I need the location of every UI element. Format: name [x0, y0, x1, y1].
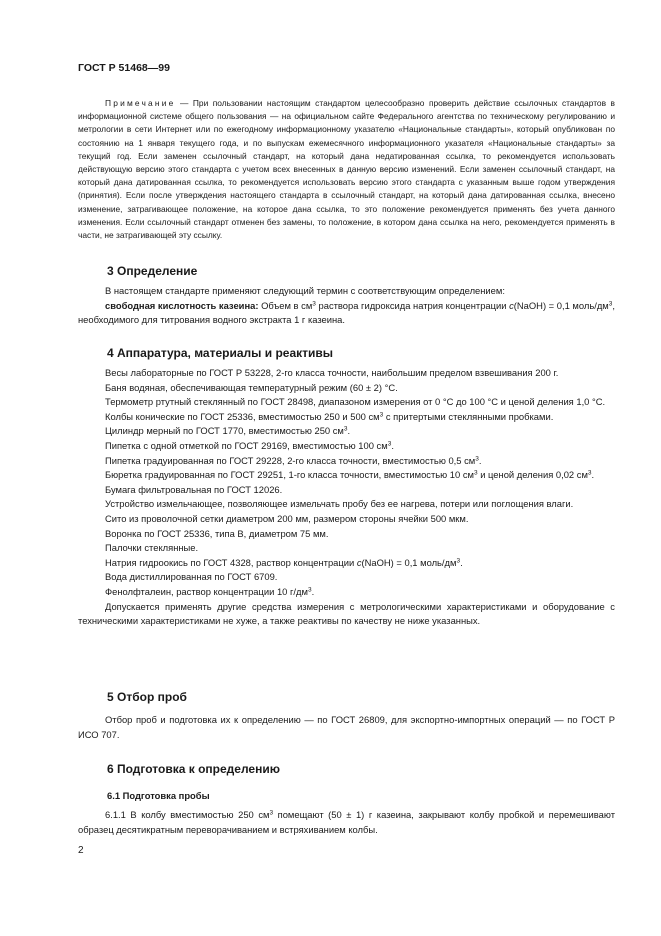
item-flasks: Колбы конические по ГОСТ 25336, вместимостью 250 и 500 $см^3$ с притертыми стеклянными пробками. — [105, 410, 554, 422]
section-3-heading: 3 Определение — [107, 264, 198, 278]
item-paper: Бумага фильтровальная по ГОСТ 12026. — [105, 483, 283, 495]
term-name: свободная кислотность казеина: — [105, 299, 259, 311]
section-5-heading: 5 Отбор проб — [107, 690, 187, 704]
item-funnel: Воронка по ГОСТ 25336, типа В, диаметром 75 мм. — [105, 527, 329, 539]
section-6-heading: 6 Подготовка к определению — [107, 762, 280, 776]
section-5-text: Отбор проб и подготовка их к определению — по ГОСТ 26809, для экспортно-импортных операций — по ГОСТ Р ИСО 707. — [78, 714, 615, 740]
item-phenolphthalein: Фенолфталеин, раствор концентрации 10 $г/дм^3$. — [105, 585, 315, 597]
item-cylinder: Цилиндр мерный по ГОСТ 1770, вместимостью 250 $см^3$. — [105, 425, 351, 437]
section-3-intro: В настоящем стандарте применяют следующий термин с соответствующим определением: — [105, 285, 505, 296]
item-pipette-graduated: Пипетка градуированная по ГОСТ 29228, 2-го класса точности, вместимостью 0,5 $см^3$. — [105, 454, 482, 466]
item-allowed: Допускается применять другие средства измерения с метрологическими характеристиками и оборудование с техническими характеристиками не хуже, а также реактивы по качеству не ниже указанных. — [78, 600, 615, 627]
term-definition: свободная кислотность казеина: Объем в $см^3$ раствора гидроксида натрия концентрации c(NaOH) = 0,1 моль/$дм^3$, необходимого для титрования водного экстракта 1 г казеина. — [78, 299, 615, 326]
reference-note — [78, 97, 615, 242]
note-label: Примечание — [105, 98, 176, 108]
section-4-heading: 4 Аппаратура, материалы и реактивы — [107, 346, 334, 360]
item-scales: Весы лабораторные по ГОСТ Р 53228, 2-го класса точности, наибольшим пределом взвешивания 200 г. — [105, 367, 559, 378]
document-code: ГОСТ Р 51468—99 — [78, 62, 170, 74]
page-number: 2 — [78, 845, 84, 856]
subsection-6-1-heading: 6.1 Подготовка пробы — [107, 790, 210, 801]
item-sieve: Сито из проволочной сетки диаметром 200 мм, размером стороны ячейки 500 мкм. — [105, 512, 469, 524]
section-6-body — [78, 808, 615, 837]
section-4-body — [78, 366, 615, 629]
item-naoh: Натрия гидроокись по ГОСТ 4328, раствор концентрации c(NaOH) = 0,1 моль/$дм^3$. — [105, 556, 463, 568]
item-burette: Бюретка градуированная по ГОСТ 29251, 1-го класса точности, вместимостью 10 $см^3$ и ценой деления 0,02 $см^3$. — [105, 469, 595, 481]
item-thermometer: Термометр ртутный стеклянный по ГОСТ 28498, диапазоном измерения от 0 °С до 100 °С и ценой деления 1,0 °С. — [105, 396, 606, 408]
item-grinder: Устройство измельчающее, позволяющее измельчать пробу без ее нагрева, потери или поглощения влаги. — [105, 498, 574, 510]
section-5-body — [78, 713, 615, 742]
item-sticks: Палочки стеклянные. — [105, 542, 199, 554]
clause-6-1-1: 6.1.1 В колбу вместимостью 250 $см^3$ помещают (50 ± 1) г казеина, закрывают колбу пробкой и перемешивают образец десятикратным переворачиванием и встряхиванием колбы. — [78, 809, 615, 835]
item-pipette-single: Пипетка с одной отметкой по ГОСТ 29169, вместимостью 100 $см^3$. — [105, 439, 394, 451]
item-water: Вода дистиллированная по ГОСТ 6709. — [105, 571, 278, 583]
note-text: — При пользовании настоящим стандартом целесообразно проверить действие ссылочных стандартов в информационной системе общего пользования — на официальном сайте Федерального агентства по техническому регулированию и метрологии в сети Интернет или по ежегодному информационному указателю «Национальные стандарты», который опубликован по состоянию на 1 января текущего года, и по выпускам ежемесячного информационного указателя «Национальные стандарты» за текущий год. Если заменен ссылочный стандарт, на который дана недатированная ссылка, то рекомендуется использовать действующую версию этого стандарта с учетом всех внесенных в данную версию изменений. Если заменен ссылочный стандарт, на который дана датированная ссылка, то рекомендуется использовать версию этого стандарта с указанным выше годом утверждения (принятия). Если после утверждения настоящего стандарта в ссылочный стандарт, на который дана датированная ссылка, внесено изменение, затрагивающее положение, на которое дана ссылка, то это положение рекомендуется применять без учета данного изменения. Если ссылочный стандарт отменен без замены, то положение, в котором дана ссылка на него, рекомендуется применять в части, не затрагивающей эту ссылку. — [78, 98, 615, 241]
section-3-body — [78, 284, 615, 328]
item-bath: Баня водяная, обеспечивающая температурный режим (60 ± 2) °С. — [105, 381, 398, 393]
